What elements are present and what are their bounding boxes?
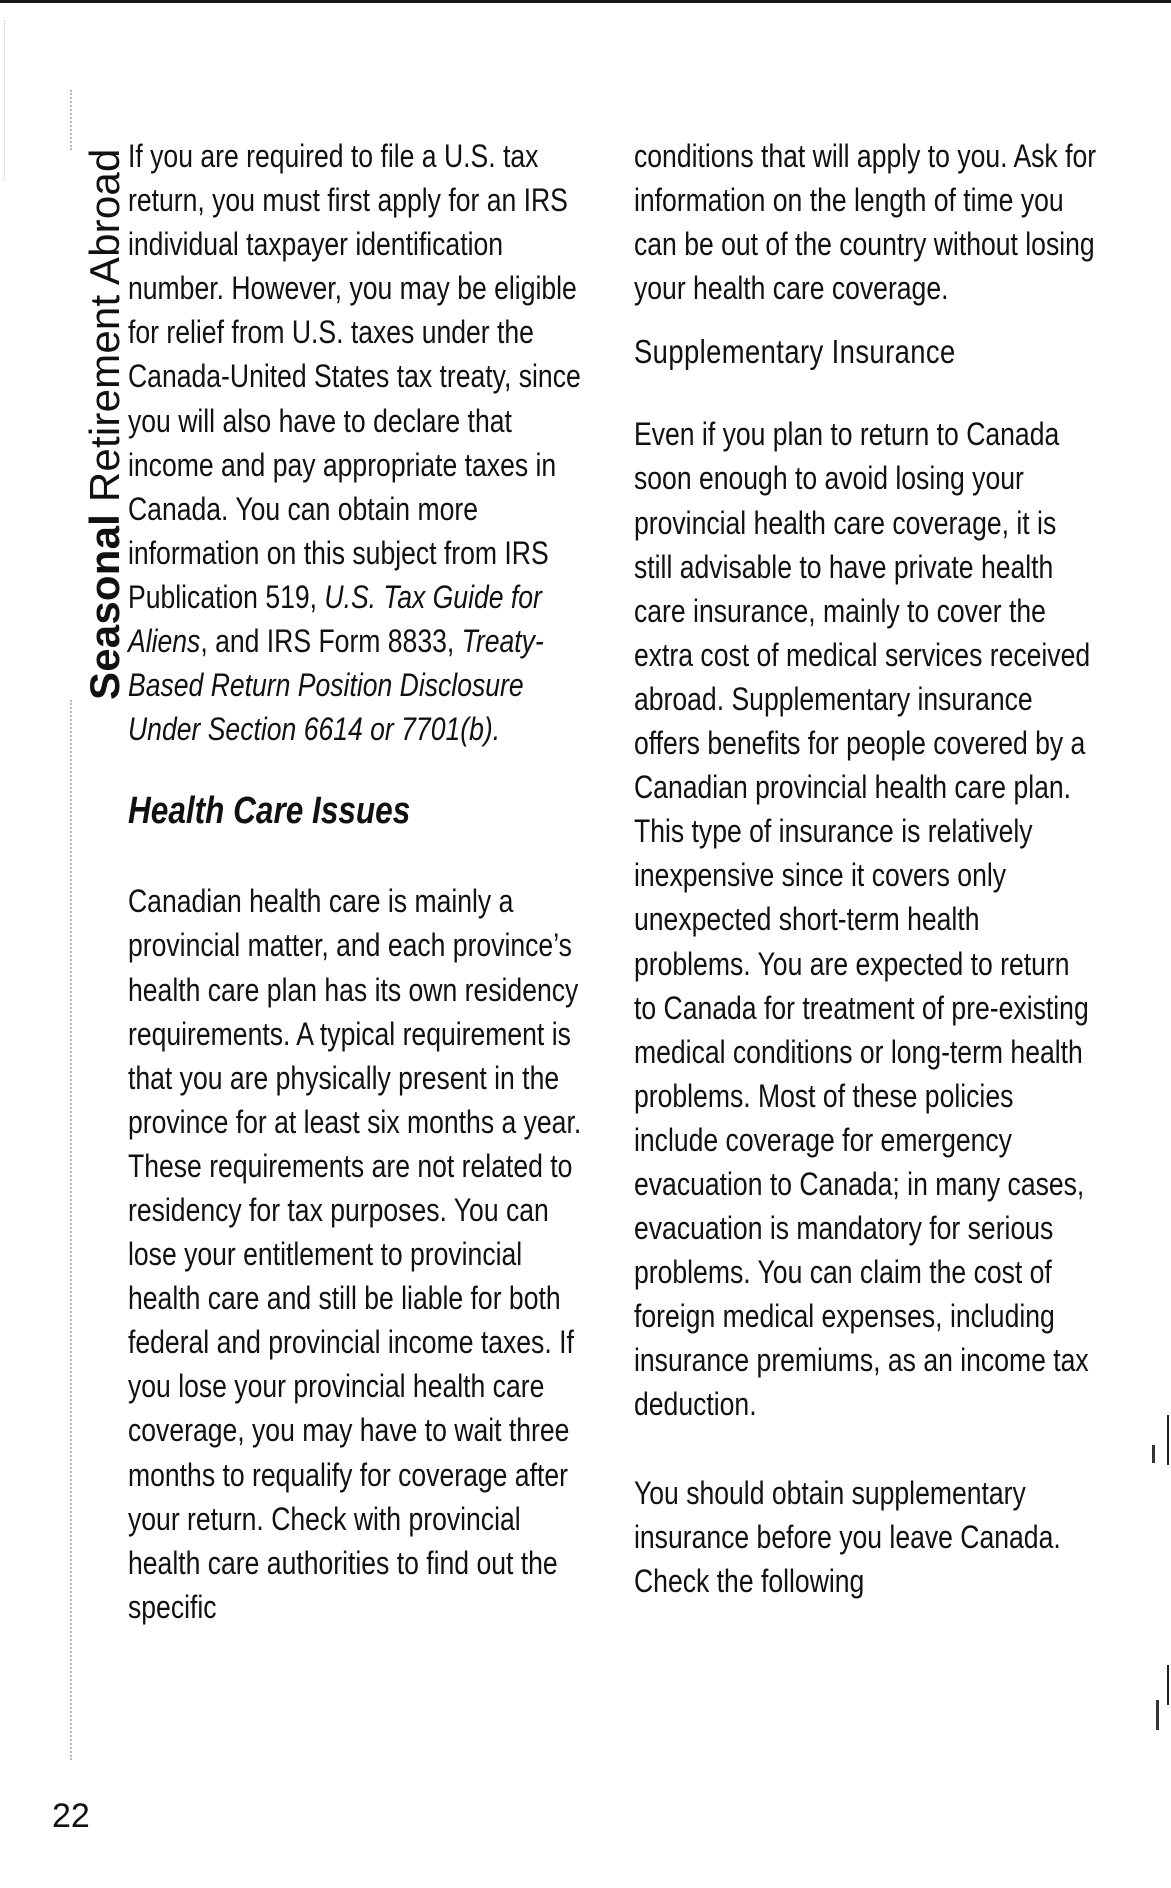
publication-title: U.S. Tax Guide for Aliens (128, 578, 542, 660)
scan-tick-mark (1156, 1700, 1159, 1730)
top-border-line (0, 0, 1171, 3)
paragraph-spacer (128, 847, 590, 879)
right-text-column (634, 134, 1096, 1603)
page-edge-mark (4, 20, 5, 180)
scan-tick-mark (1152, 1445, 1155, 1463)
margin-dotted-rule (70, 700, 72, 1760)
scan-edge-mark (1167, 1665, 1169, 1705)
running-head-vertical (81, 148, 128, 701)
obtain-insurance-paragraph: You should obtain supplementary insurance before you leave Canada. Check the following (634, 1474, 1061, 1599)
tax-return-paragraph (128, 134, 590, 751)
running-head-rest: Retirement Abroad (81, 148, 128, 503)
health-care-paragraph: Canadian health care is mainly a provincial matter, and each province’s health care plan has its own residency requirements. A typical requirement is that you are physically present in the province for at least six months a year. These requirements are not related to residency for tax purposes. You can lose your entitlement to provincial health care and still be liable for both federal and provincial income taxes. If you lose your provincial health care coverage, you may have to wait three months to requalify for coverage after your return. Check with provincial health care authorities to find out the specific (128, 883, 582, 1625)
section-heading: Health Care Issues (128, 790, 411, 833)
left-text-column (128, 134, 590, 1629)
paragraph-text: , and IRS Form 8833, (200, 623, 462, 660)
paragraph-spacer (634, 1427, 1096, 1471)
page-number: 22 (52, 1797, 90, 1835)
margin-dotted-rule (70, 90, 72, 150)
form-title: Treaty-Based Return Position Disclosure Under Section 6614 or 7701(b). (128, 623, 544, 748)
coverage-conditions-paragraph: conditions that will apply to you. Ask for information on the length of time you can be out of the country without losing your health care coverage. (634, 138, 1097, 307)
paragraph-spacer (634, 380, 1096, 412)
running-head-bold: Seasonal (81, 513, 128, 700)
subsection-heading: Supplementary Insurance (634, 333, 956, 371)
supplementary-insurance-paragraph: Even if you plan to return to Canada soon enough to avoid losing your provincial health care coverage, it is still advisable to have private health care insurance, mainly to cover the extra cost of medical services received abroad. Supplementary insurance offers benefits for people covered by a Canadian provincial health care plan. This type of insurance is relatively inexpensive since it covers only unexpected short-term health problems. You are expected to return to Canada for treatment of pre-existing medical conditions or long-term health problems. Most of these policies include coverage for emergency evacuation to Canada; in many cases, evacuation is mandatory for serious problems. You can claim the cost of foreign medical expenses, including insurance premiums, as an income tax deduction. (634, 416, 1091, 1423)
paragraph-spacer (128, 751, 590, 783)
scan-edge-mark (1167, 1415, 1169, 1465)
paragraph-text: If you are required to file a U.S. tax return, you must first apply for an IRS individual taxpayer identification number. However, you may be eligible for relief from U.S. taxes under the Canada-United States tax treaty, since you will also have to declare that income and pay appropriate taxes in Canada. You can obtain more information on this subject from IRS Publication 519, (128, 138, 581, 615)
